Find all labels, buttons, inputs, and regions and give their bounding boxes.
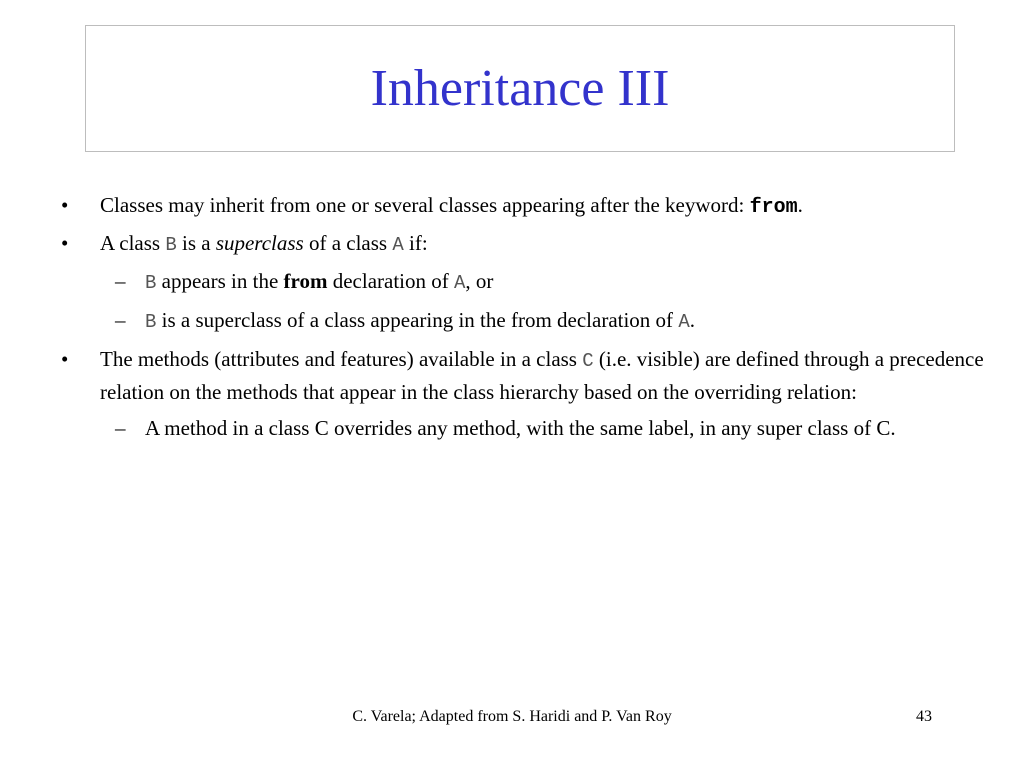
sub-bullet-item	[55, 413, 985, 444]
bullet-text: Classes may inherit from one or several classes appearing after the keyword:	[100, 193, 750, 217]
code-c: C	[582, 350, 594, 372]
slide-footer: C. Varela; Adapted from S. Haridi and P. Van Roy	[352, 708, 672, 725]
bullet-text: .	[689, 308, 695, 332]
bullet-text: (i.e. visible) are defined through a precedence relation on the methods that appear in the class hierarchy based on the overriding relation:	[100, 347, 984, 404]
code-a: A	[678, 311, 690, 333]
bullet-text: if:	[403, 231, 428, 255]
bullet-text: A class	[100, 231, 166, 255]
bullet-text: The methods (attributes and features) available in a class	[100, 347, 583, 371]
code-b: B	[165, 234, 177, 256]
sub-bullet-item	[55, 305, 985, 338]
bullet-text: appears in the	[156, 269, 284, 293]
bullet-text: A method in a class C overrides any method, with the same label, in any super class of C.	[145, 416, 896, 440]
page-number: 43	[916, 708, 932, 725]
dash-marker: –	[115, 416, 126, 440]
keyword-from: from	[749, 196, 798, 219]
bullet-marker: •	[61, 231, 69, 255]
code-b: B	[145, 311, 157, 333]
title-box	[85, 25, 955, 152]
bullet-text: is a superclass of a class appearing in the from declaration of	[156, 308, 679, 332]
code-b: B	[145, 272, 157, 294]
bullet-item	[55, 190, 985, 223]
bullet-marker: •	[61, 347, 69, 371]
bullet-text-end: .	[797, 193, 803, 217]
code-a: A	[454, 272, 466, 294]
bullet-text: is a	[176, 231, 216, 255]
sub-bullet-item	[55, 266, 985, 299]
bullet-item	[55, 344, 985, 408]
bullet-marker: •	[61, 193, 69, 217]
bullet-text: , or	[465, 269, 494, 293]
dash-marker: –	[115, 269, 126, 293]
bullet-text: of a class	[303, 231, 393, 255]
emphasis-superclass: superclass	[215, 231, 304, 255]
slide-title: Inheritance III	[370, 59, 670, 117]
dash-marker: –	[115, 308, 126, 332]
slide-content	[55, 190, 985, 450]
bullet-text: declaration of	[327, 269, 454, 293]
strong-from: from	[283, 269, 328, 293]
code-a: A	[392, 234, 404, 256]
bullet-item	[55, 228, 985, 261]
